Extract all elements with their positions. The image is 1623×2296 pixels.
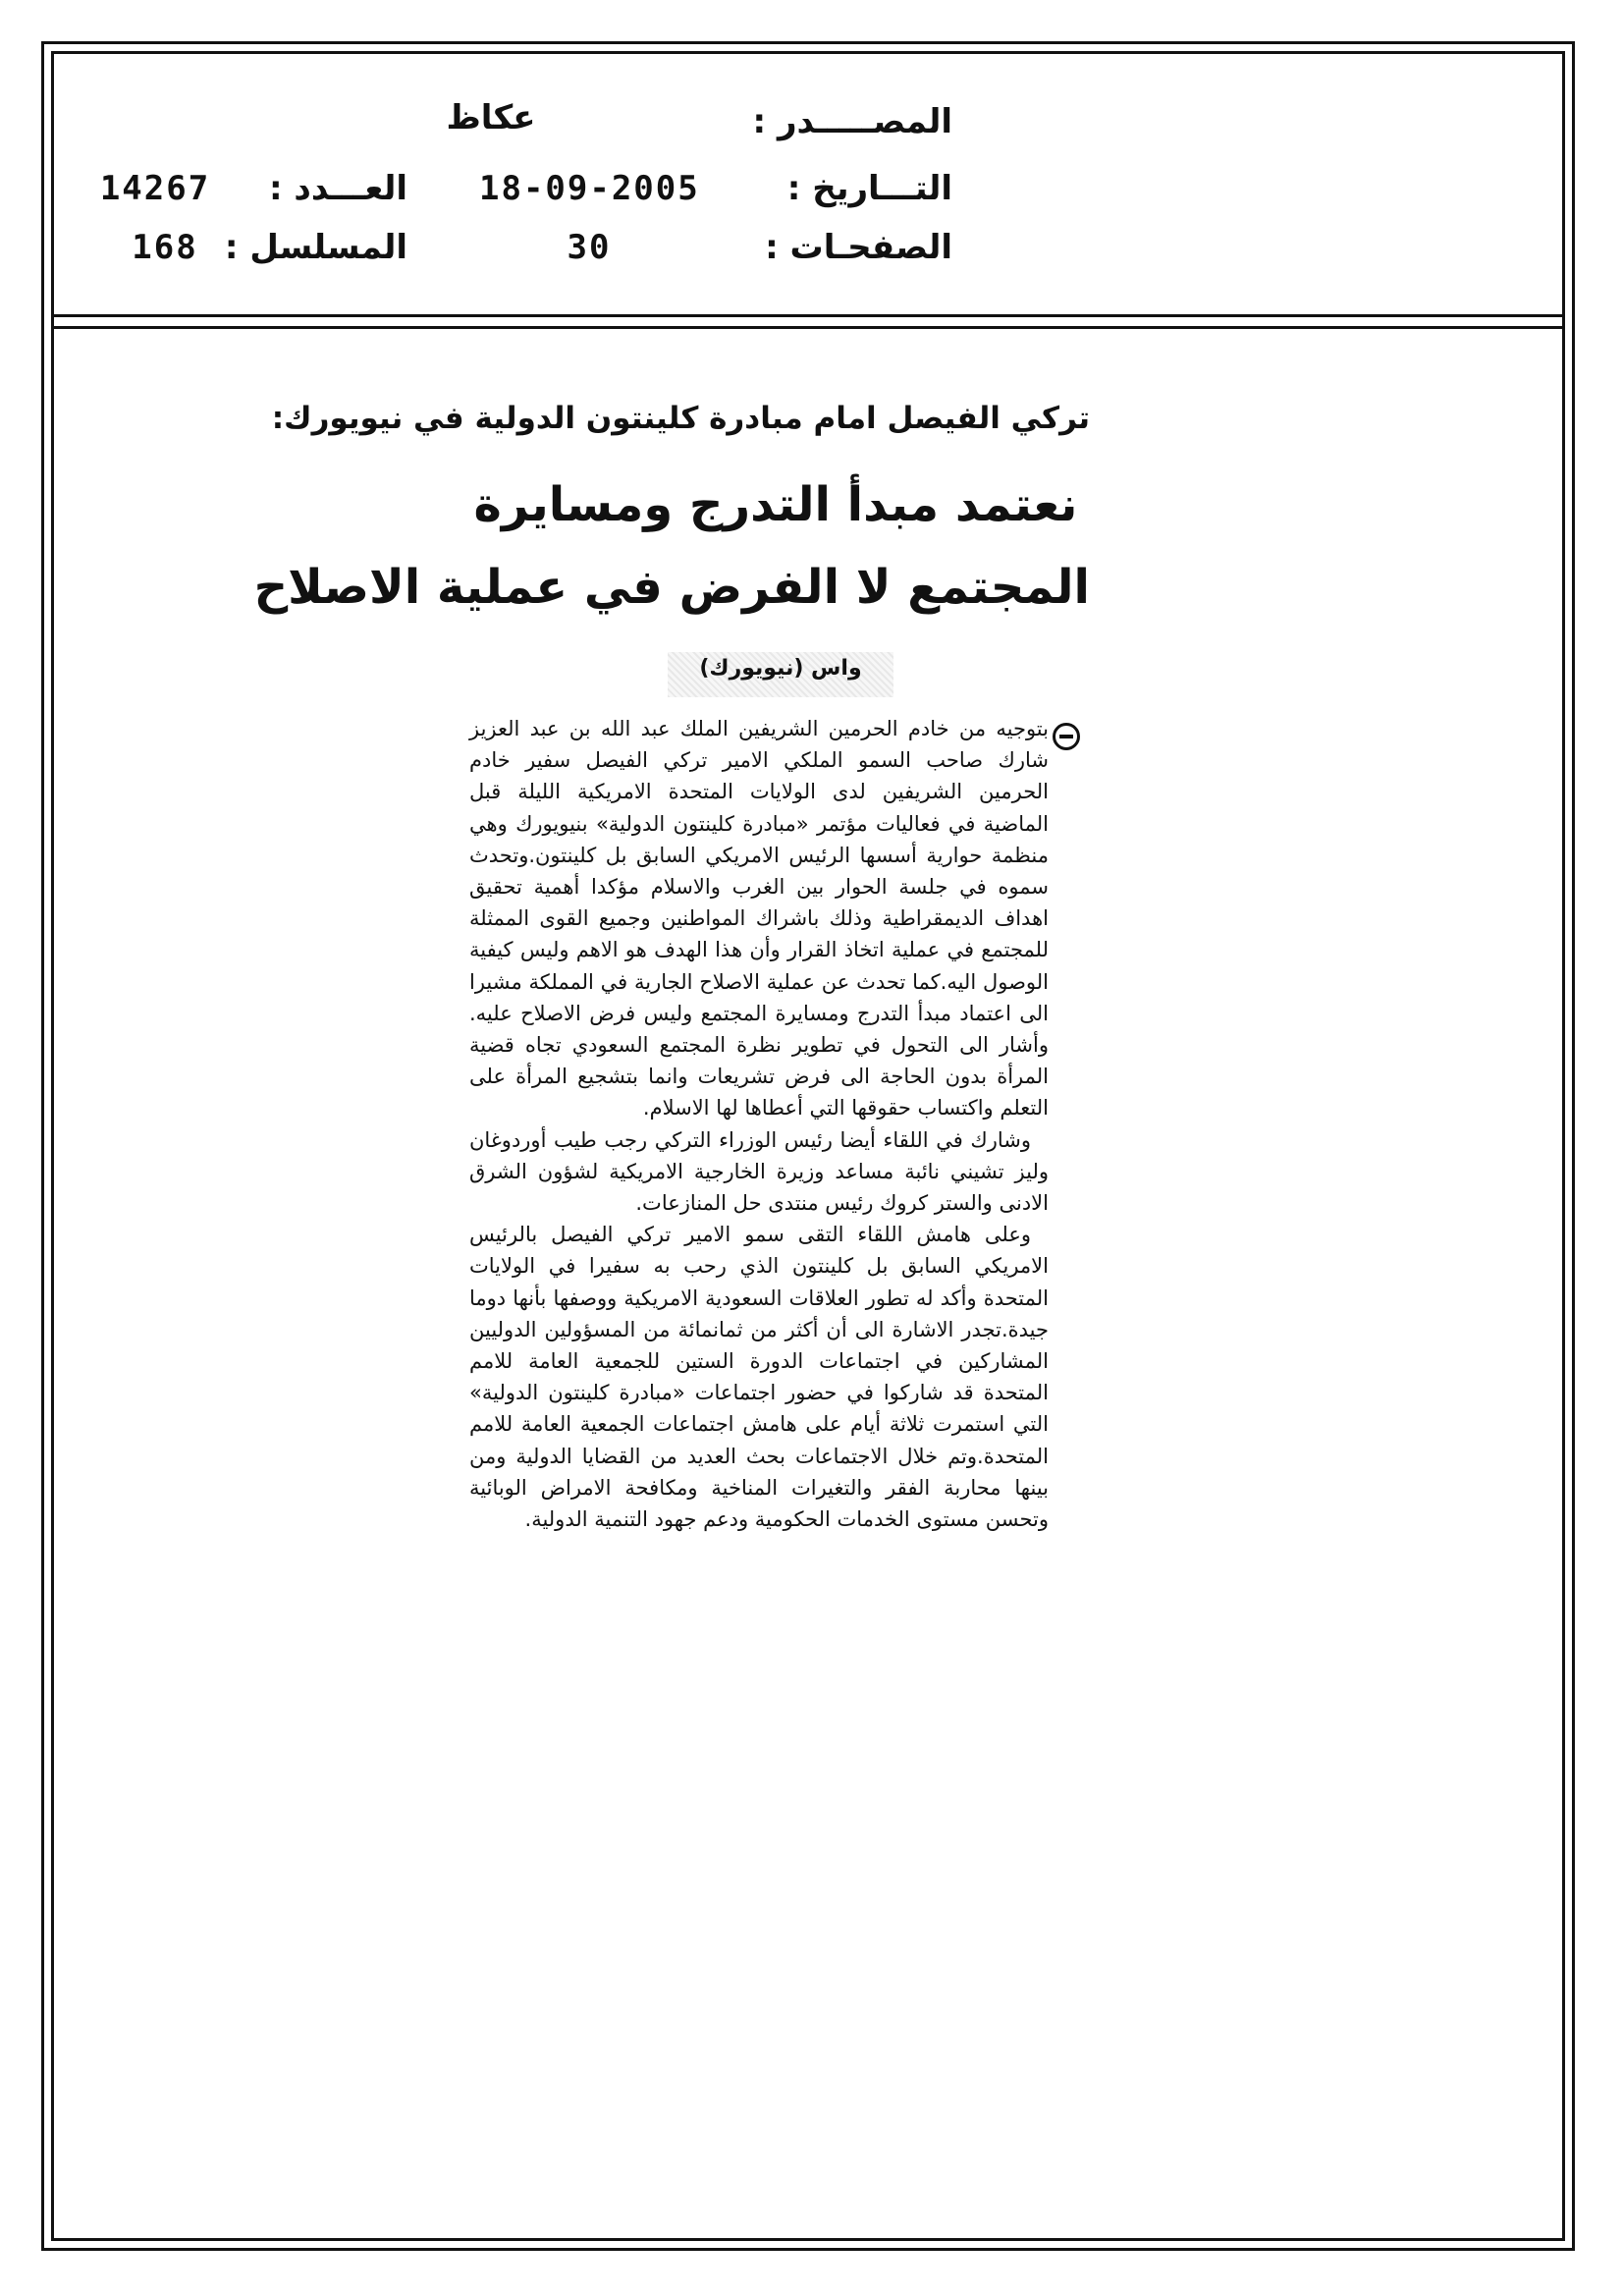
article-paragraph: وشارك في اللقاء أيضا رئيس الوزراء التركي رجب طيب أوردوغان وليز تشيني نائبة مساعد وزيرة الخارجية الامريكية لشؤون الشرق الادنى والستر كروك رئيس منتدى حل المنازعات. [469, 1127, 1049, 1216]
serial-label: المسلسل : [224, 228, 407, 267]
pages-label: الصفحـات : [765, 228, 952, 267]
source-value: عكاظ [446, 98, 536, 137]
article-body [469, 713, 1049, 1535]
paragraph-bullet-icon [1053, 723, 1080, 750]
article-paragraph: وعلى هامش اللقاء التقى سمو الامير تركي الفيصل بالرئيس الامريكي السابق بل كلينتون الذي رحب به سفيرا في الولايات المتحدة وأكد له تطور العلاقات السعودية الامريكية ووصفها بأنها دوما جيدة.تجدر الاشارة الى أن أكثر من ثمانمائة من المسؤولين الدوليين المشاركين في اجتماعات الدورة الستين للجمعية العامة للامم المتحدة قد شاركوا في حضور اجتماعات «مبادرة كلينتون الدولية» التي استمرت ثلاثة أيام على هامش اجتماعات الجمعية العامة للامم المتحدة.وتم خلال الاجتماعات بحث العديد من القضايا الدولية ومن بينها محاربة الفقر والتغيرات المناخية ومكافحة الامراض الوبائية وتحسن مستوى الخدمات الحكومية ودعم جهود التنمية الدولية. [469, 1223, 1049, 1532]
article-headline-line2: المجتمع لا الفرض في عملية الاصلاح [253, 560, 1090, 615]
pages-value: 30 [567, 228, 612, 267]
header-divider-top [51, 314, 1565, 317]
date-label: التـــاريخ : [786, 169, 952, 208]
issue-value: 14267 [99, 169, 211, 208]
article-paragraph: بتوجيه من خادم الحرمين الشريفين الملك عبد الله بن عبد العزيز شارك صاحب السمو الملكي الامير تركي الفيصل سفير خادم الحرمين الشريفين لدى الولايات المتحدة الامريكية الليلة قبل الماضية في فعاليات مؤتمر «مبادرة كلينتون الدولية» بنيويورك وهي منظمة حوارية أسسها الرئيس الامريكي السابق بل كلينتون.وتحدث سموه في جلسة الحوار بين الغرب والاسلام مؤكدا أهمية تحقيق اهداف الديمقراطية وذلك باشراك المواطنين وجميع القوى الممثلة للمجتمع في عملية اتخاذ القرار وأن هذا الهدف هو الاهم وليس كيفية الوصول اليه.كما تحدث عن عملية الاصلاح الجارية في المملكة مشيرا الى اعتماد مبدأ التدرج ومسايرة المجتمع وليس فرض الاصلاح عليه. وأشار الى التحول في تطوير نظرة المجتمع السعودي تجاه قضية المرأة بدون الحاجة الى فرض تشريعات وانما بتشجيع المرأة على التعلم واكتساب حقوقها التي أعطاها لها الاسلام. [469, 717, 1049, 1121]
article-headline-line1: نعتمد مبدأ التدرج ومسايرة [473, 477, 1078, 532]
source-label: المصـــــدر : [752, 102, 952, 141]
issue-label: العـــدد : [269, 169, 407, 208]
date-value: 18-09-2005 [479, 169, 700, 208]
article-byline: واس (نيويورك) [699, 656, 862, 681]
header-divider-bottom [51, 326, 1565, 329]
article-kicker: تركي الفيصل امام مبادرة كلينتون الدولية في نيويورك: [271, 401, 1090, 436]
serial-value: 168 [132, 228, 198, 267]
